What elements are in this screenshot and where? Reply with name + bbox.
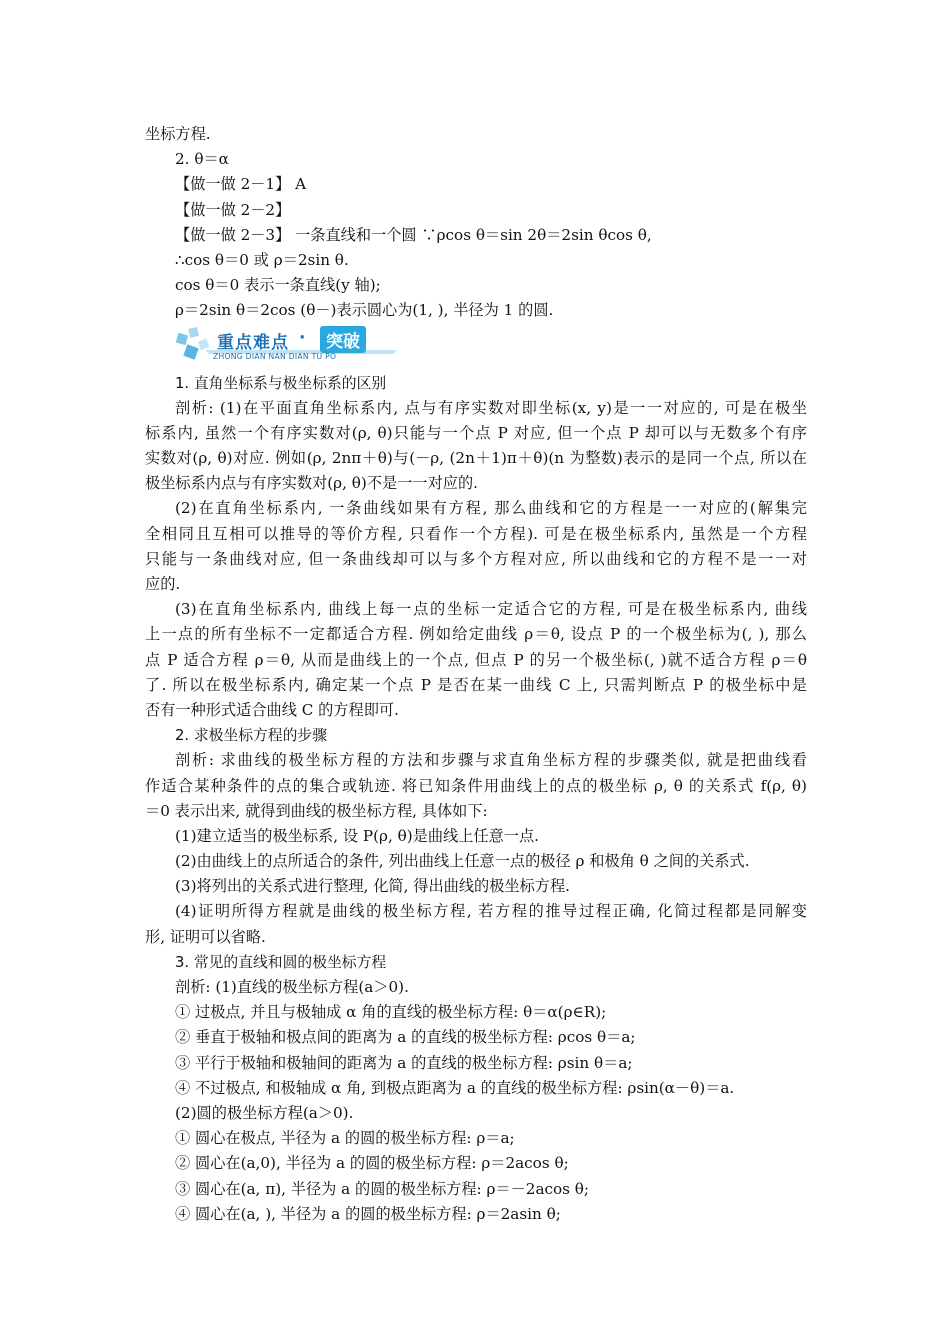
text-line: 坐标方程.	[145, 125, 211, 143]
section-heading: 3. 常见的直线和圆的极坐标方程	[175, 953, 387, 971]
list-item: ③ 圆心在(a, π), 半径为 a 的圆的极坐标方程: ρ＝－2acos θ;	[175, 1179, 590, 1198]
document-page	[145, 122, 807, 1227]
paragraph-line: 上一点的所有坐标不一定都适合方程. 例如给定曲线 ρ＝θ, 设点 P 的一个极坐标为(, ), 那么	[145, 625, 807, 644]
paragraph-line: 实数对(ρ, θ)对应. 例如(ρ, 2nπ＋θ)与(－ρ, (2n＋1)π＋θ)(n 为整数)表示的是同一个点, 所以在	[145, 449, 807, 468]
banner-subtitle: ZHONG DIAN NAN DIAN TU PO	[213, 351, 337, 361]
list-item: ④ 不过极点, 和极轴成 α 角, 到极点距离为 a 的直线的极坐标方程: ρsin(α－θ)＝a.	[175, 1078, 735, 1097]
paragraph-line: (2)圆的极坐标方程(a＞0).	[175, 1103, 354, 1122]
text-line: 【做一做 2－3】 一条直线和一个圆 ∵ρcos θ＝sin 2θ＝2sin θcos θ,	[175, 225, 652, 244]
paragraph-line: (4)证明所得方程就是曲线的极坐标方程, 若方程的推导过程正确, 化简过程都是同解变	[175, 902, 807, 921]
list-item: ③ 平行于极轴和极轴间的距离为 a 的直线的极坐标方程: ρsin θ＝a;	[175, 1053, 633, 1072]
section-heading: 1. 直角坐标系与极坐标系的区别	[175, 374, 387, 392]
list-item: ② 垂直于极轴和极点间的距离为 a 的直线的极坐标方程: ρcos θ＝a;	[175, 1028, 636, 1047]
paragraph-line: 极坐标系内点与有序实数对(ρ, θ)不是一一对应的.	[145, 474, 478, 493]
paragraph-line: 全相同且互相可以推导的等价方程, 只看作一个方程). 可是在极坐标系内, 虽然是一个方程	[145, 524, 807, 543]
text-line: ρ＝2sin θ＝2cos (θ－)表示圆心为(1, ), 半径为 1 的圆.	[175, 301, 554, 320]
paragraph-line: 作适合某种条件的点的集合或轨迹. 将已知条件用曲线上的点的极坐标 ρ, θ 的关系式 f(ρ, θ)	[145, 776, 807, 795]
paragraph-line: 否有一种形式适合曲线 C 的方程即可.	[145, 700, 399, 719]
paragraph-line: 只能与一条曲线对应, 但一条曲线却可以与多个方程对应, 所以曲线和它的方程不是一一对	[145, 549, 807, 568]
banner-title: 重点难点	[217, 332, 289, 353]
paragraph-line: ＝0 表示出来, 就得到曲线的极坐标方程, 具体如下:	[145, 801, 488, 820]
paragraph-line: 剖析: 求曲线的极坐标方程的方法和步骤与求直角坐标方程的步骤类似, 就是把曲线看	[175, 751, 807, 770]
text-line: cos θ＝0 表示一条直线(y 轴);	[175, 276, 381, 295]
section-heading: 2. 求极坐标方程的步骤	[175, 727, 327, 745]
banner-cubes-icon	[175, 324, 405, 368]
paragraph-line: (3)将列出的关系式进行整理, 化简, 得出曲线的极坐标方程.	[175, 877, 570, 896]
banner-dot: ·	[299, 327, 307, 348]
section-banner	[175, 324, 807, 371]
text-line: 2. θ＝α	[175, 150, 229, 169]
paragraph-line: 剖析: (1)在平面直角坐标系内, 点与有序实数对即坐标(x, y)是一一对应的, 可是在极坐	[175, 398, 807, 417]
paragraph-line: 了. 所以在极坐标系内, 确定某一个点 P 是否在某一曲线 C 上, 只需判断点 P 的极坐标中是	[145, 675, 807, 694]
paragraph-line: 剖析: (1)直线的极坐标方程(a＞0).	[175, 978, 409, 996]
paragraph-line: (2)在直角坐标系内, 一条曲线如果有方程, 那么曲线和它的方程是一一对应的(解集完	[175, 499, 807, 518]
banner-highlight: 突破	[320, 326, 366, 353]
paragraph-line: 点 P 适合方程 ρ＝θ, 从而是曲线上的一个点, 但点 P 的另一个极坐标(, )就不适合方程 ρ＝θ	[145, 650, 807, 669]
paragraph-line: 标系内, 虽然一个有序实数对(ρ, θ)只能与一个点 P 对应, 但一个点 P 却可以与无数多个有序	[145, 423, 807, 442]
text-line: ∴cos θ＝0 或 ρ＝2sin θ.	[175, 250, 349, 269]
paragraph-line: 应的.	[145, 575, 181, 593]
list-item: ② 圆心在(a,0), 半径为 a 的圆的极坐标方程: ρ＝2acos θ;	[175, 1154, 569, 1173]
text-line: 【做一做 2－1】 A	[175, 175, 307, 194]
list-item: ① 圆心在极点, 半径为 a 的圆的极坐标方程: ρ＝a;	[175, 1129, 515, 1148]
paragraph-line: 形, 证明可以省略.	[145, 927, 266, 946]
paragraph-line: (1)建立适当的极坐标系, 设 P(ρ, θ)是曲线上任意一点.	[175, 826, 539, 845]
text-line: 【做一做 2－2】	[175, 200, 291, 219]
list-item: ④ 圆心在(a, ), 半径为 a 的圆的极坐标方程: ρ＝2asin θ;	[175, 1204, 561, 1223]
paragraph-line: (2)由曲线上的点所适合的条件, 列出曲线上任意一点的极径 ρ 和极角 θ 之间的关系式.	[175, 852, 750, 871]
paragraph-line: (3)在直角坐标系内, 曲线上每一点的坐标一定适合它的方程, 可是在极坐标系内, 曲线	[175, 600, 807, 619]
list-item: ① 过极点, 并且与极轴成 α 角的直线的极坐标方程: θ＝α(ρ∈R);	[175, 1003, 607, 1022]
